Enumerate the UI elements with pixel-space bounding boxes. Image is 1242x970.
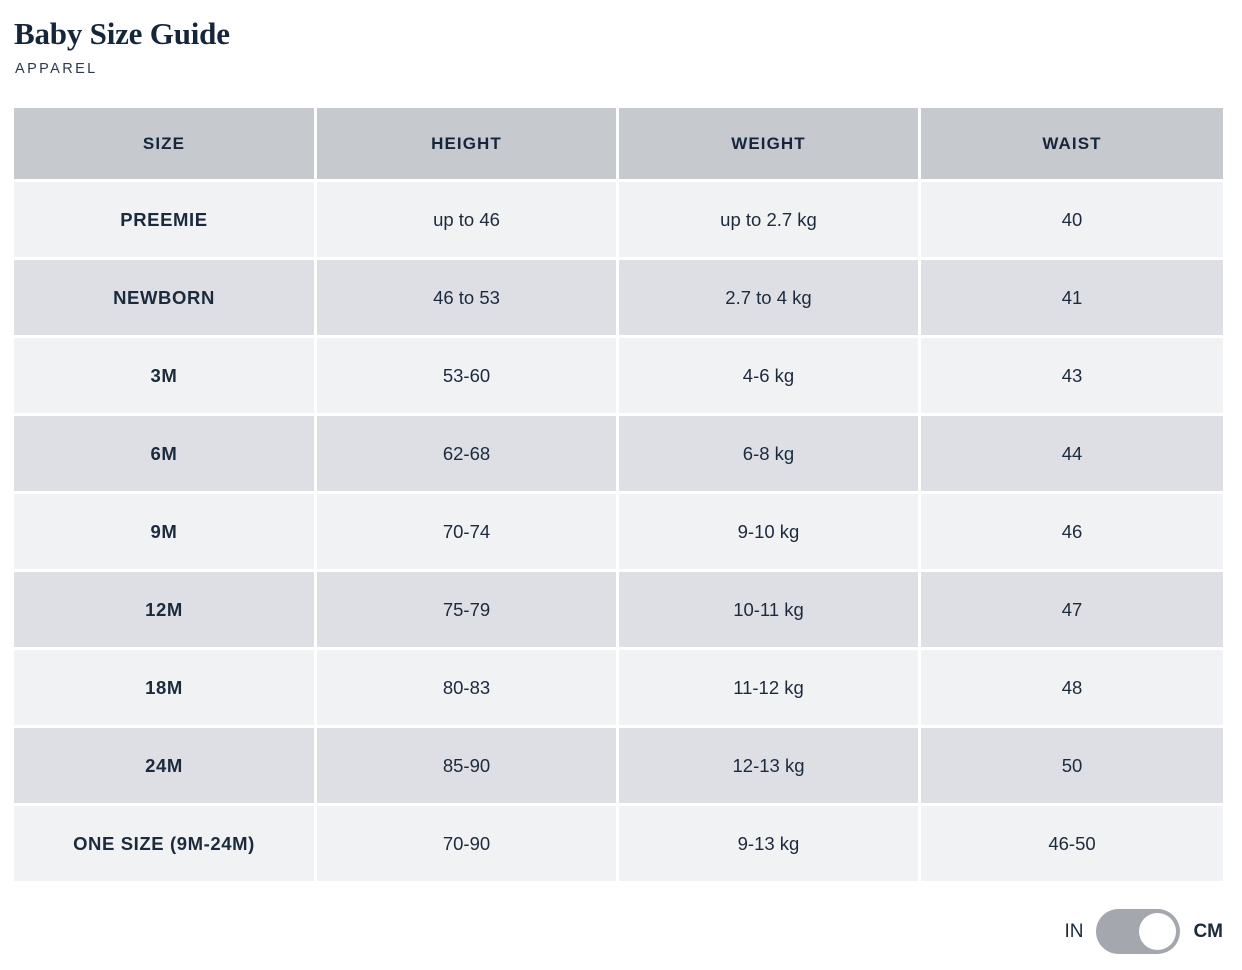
table-row xyxy=(14,728,1223,806)
table-row xyxy=(14,260,1223,338)
unit-toggle-group[interactable] xyxy=(1064,909,1223,954)
column-header-weight: WEIGHT xyxy=(619,108,921,182)
column-header-size: SIZE xyxy=(14,108,317,182)
size-chart-table xyxy=(14,108,1223,884)
table-header-row xyxy=(14,108,1223,182)
cell-waist: 46-50 xyxy=(921,806,1223,884)
table-row xyxy=(14,494,1223,572)
cell-height: 70-90 xyxy=(317,806,619,884)
cell-waist: 46 xyxy=(921,494,1223,572)
cell-waist: 41 xyxy=(921,260,1223,338)
table-row xyxy=(14,572,1223,650)
cell-size: 3M xyxy=(14,338,317,416)
cell-weight: 12-13 kg xyxy=(619,728,921,806)
cell-height: up to 46 xyxy=(317,182,619,260)
cell-height: 75-79 xyxy=(317,572,619,650)
cell-height: 80-83 xyxy=(317,650,619,728)
table-row xyxy=(14,650,1223,728)
cell-waist: 40 xyxy=(921,182,1223,260)
cell-height: 46 to 53 xyxy=(317,260,619,338)
cell-size: 12M xyxy=(14,572,317,650)
cell-waist: 47 xyxy=(921,572,1223,650)
unit-toggle-switch[interactable] xyxy=(1096,909,1180,954)
cell-height: 70-74 xyxy=(317,494,619,572)
cell-size: ONE SIZE (9M-24M) xyxy=(14,806,317,884)
page-title: Baby Size Guide xyxy=(14,16,230,51)
cell-weight: 11-12 kg xyxy=(619,650,921,728)
cell-weight: 4-6 kg xyxy=(619,338,921,416)
cell-waist: 44 xyxy=(921,416,1223,494)
cell-size: 6M xyxy=(14,416,317,494)
cell-waist: 50 xyxy=(921,728,1223,806)
cell-weight: 10-11 kg xyxy=(619,572,921,650)
cell-weight: 9-13 kg xyxy=(619,806,921,884)
cell-size: 18M xyxy=(14,650,317,728)
column-header-waist: WAIST xyxy=(921,108,1223,182)
cell-weight: up to 2.7 kg xyxy=(619,182,921,260)
unit-label-cm[interactable]: CM xyxy=(1193,920,1223,942)
cell-weight: 6-8 kg xyxy=(619,416,921,494)
table-row xyxy=(14,806,1223,884)
cell-waist: 48 xyxy=(921,650,1223,728)
cell-weight: 2.7 to 4 kg xyxy=(619,260,921,338)
cell-size: PREEMIE xyxy=(14,182,317,260)
cell-waist: 43 xyxy=(921,338,1223,416)
table-row xyxy=(14,182,1223,260)
table-row xyxy=(14,338,1223,416)
table-row xyxy=(14,416,1223,494)
cell-height: 62-68 xyxy=(317,416,619,494)
cell-weight: 9-10 kg xyxy=(619,494,921,572)
table-header xyxy=(14,108,1223,182)
page-subtitle: APPAREL xyxy=(15,61,98,78)
cell-size: 24M xyxy=(14,728,317,806)
table-body xyxy=(14,182,1223,884)
toggle-knob xyxy=(1139,913,1176,950)
cell-size: 9M xyxy=(14,494,317,572)
column-header-height: HEIGHT xyxy=(317,108,619,182)
cell-size: NEWBORN xyxy=(14,260,317,338)
cell-height: 53-60 xyxy=(317,338,619,416)
unit-label-in[interactable]: IN xyxy=(1064,920,1084,942)
cell-height: 85-90 xyxy=(317,728,619,806)
